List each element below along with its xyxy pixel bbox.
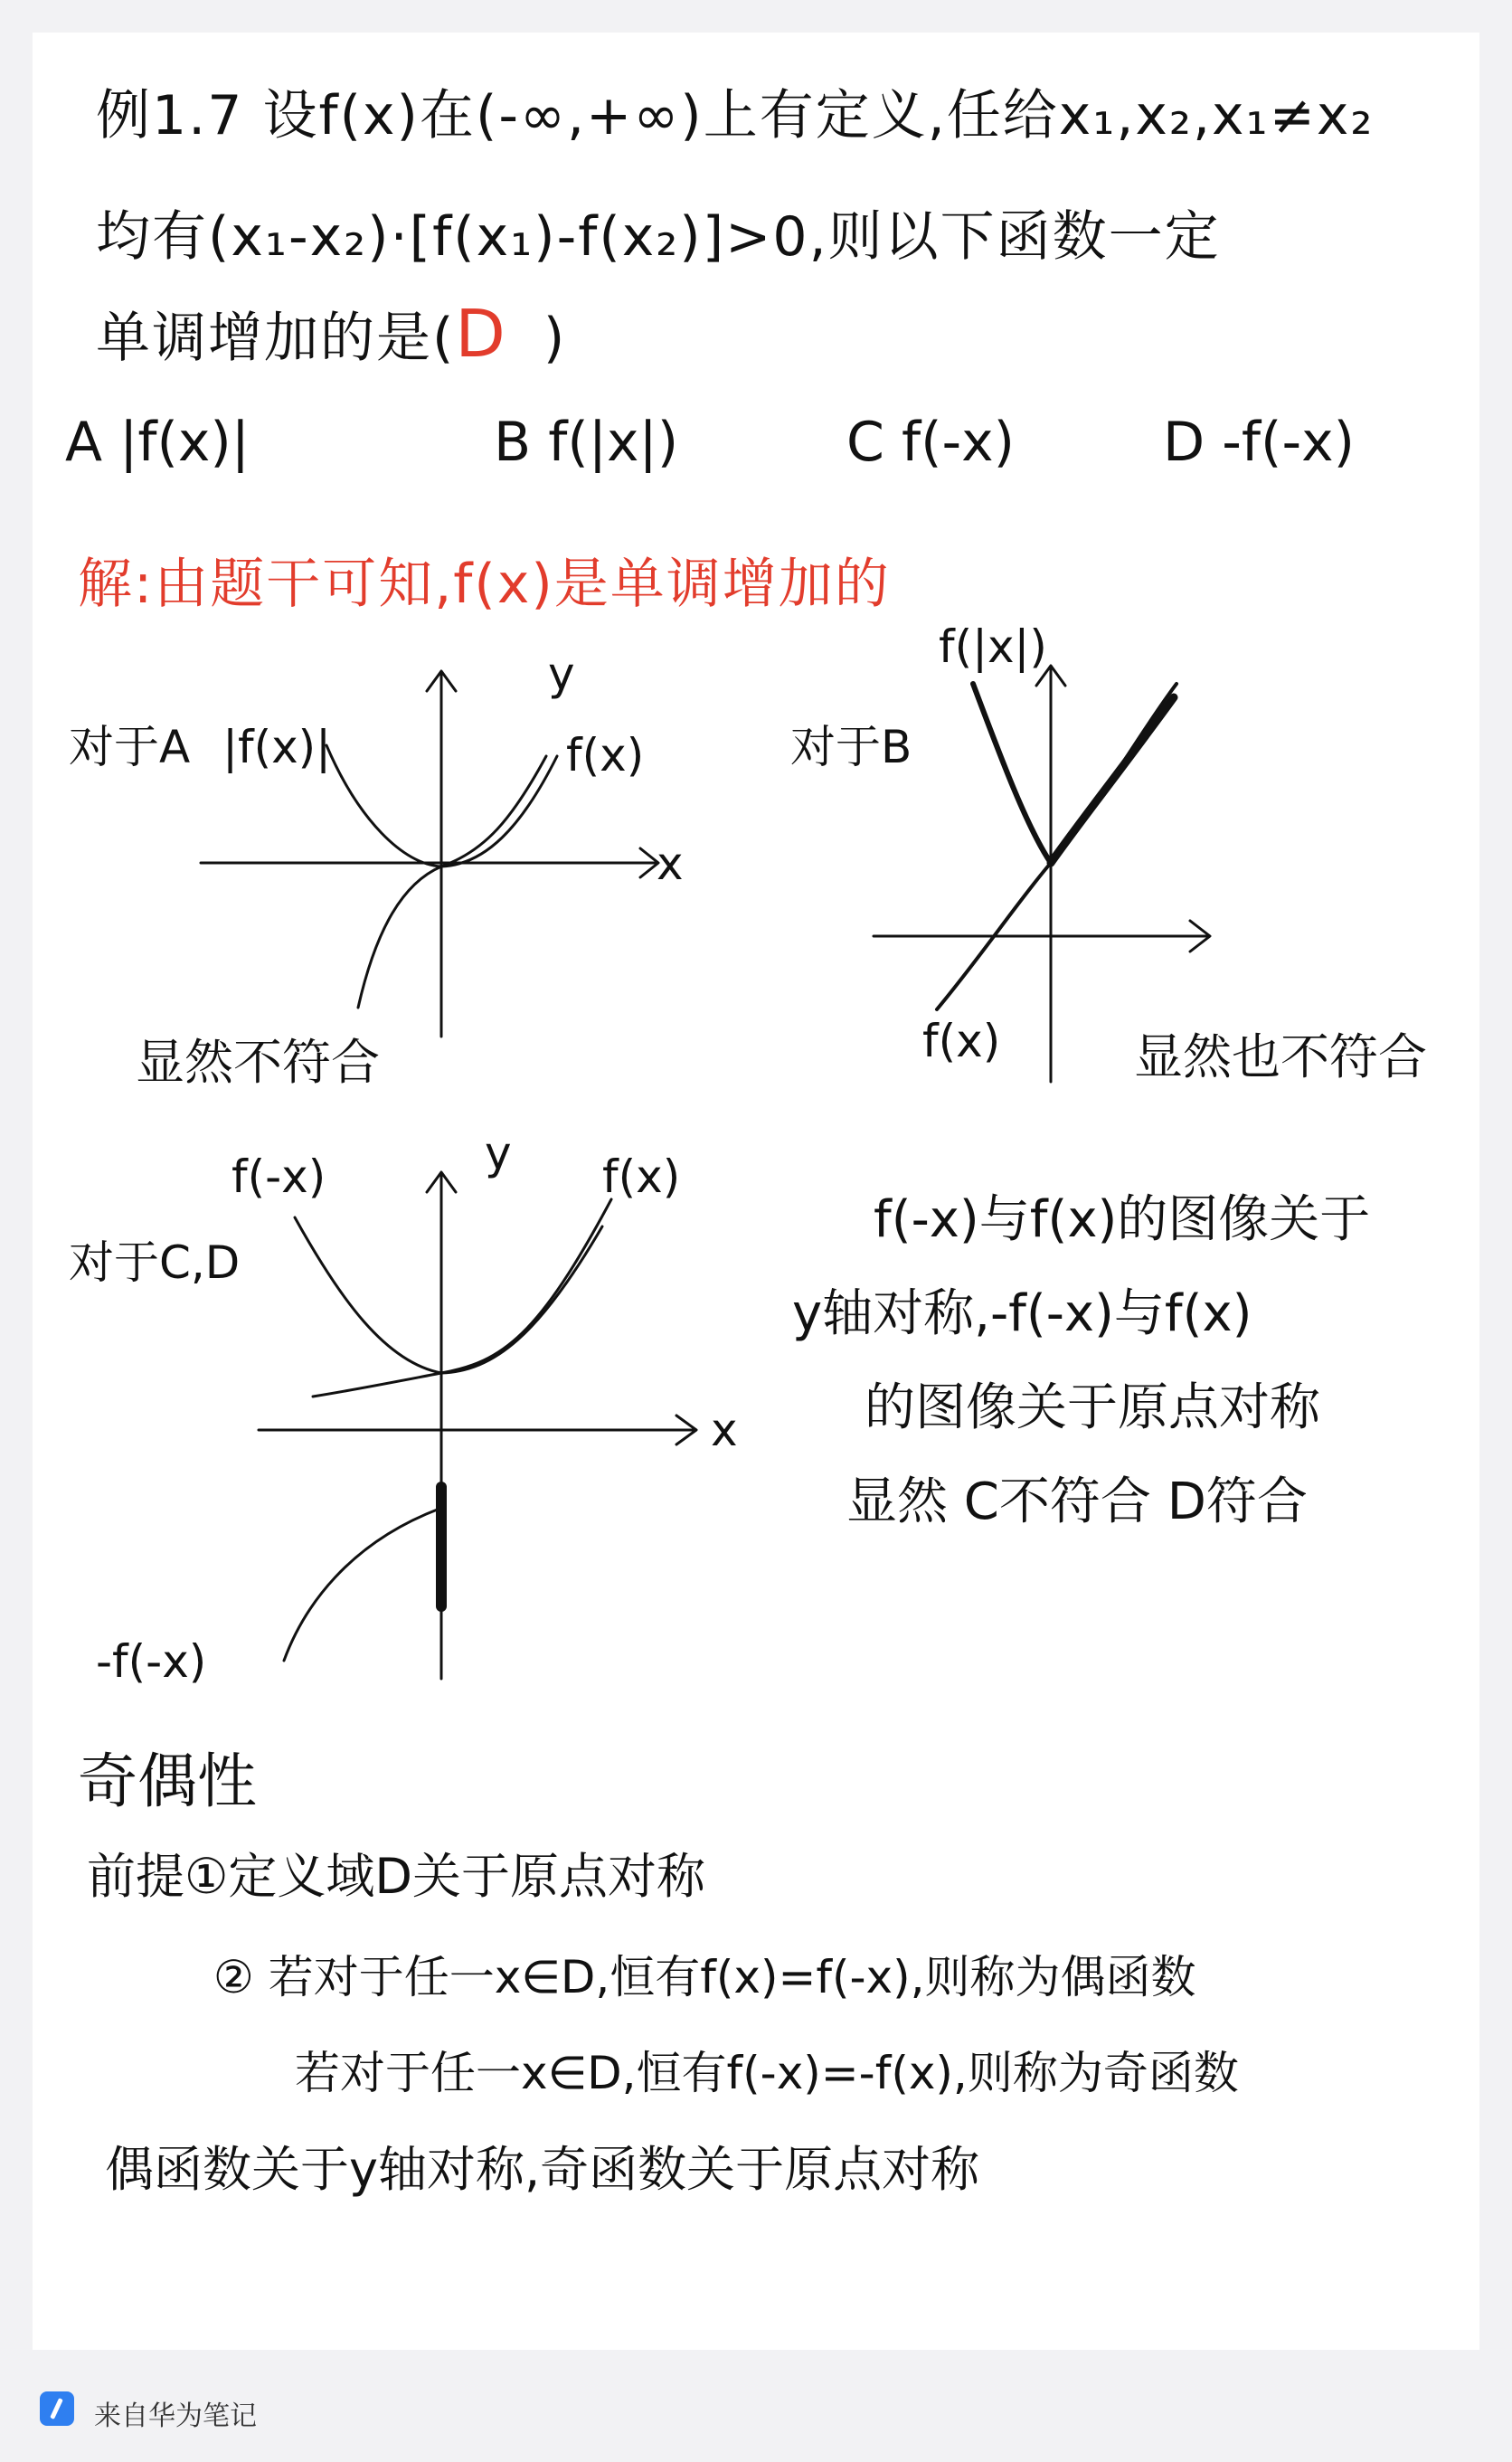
question-stem: 单调增加的是(	[96, 307, 456, 370]
graph-b-verdict: 显然也不符合	[1134, 1028, 1427, 1085]
graph-cd-curve2-label: f(x)	[602, 1151, 681, 1203]
parity-heading: 奇偶性	[78, 1747, 257, 1816]
graph-cd-y-label: y	[485, 1127, 512, 1179]
solution-line: 解:由题干可知,f(x)是单调增加的	[78, 553, 891, 616]
problem-line-1: 例1.7 设f(x)在(-∞,+∞)上有定义,任给x₁,x₂,x₁≠x₂	[96, 84, 1375, 147]
graph-a-verdict: 显然不符合	[136, 1034, 380, 1091]
parity-line-1: 前提①定义域D关于原点对称	[87, 1848, 705, 1905]
explain-line-2: y轴对称,-f(-x)与f(x)	[792, 1284, 1252, 1343]
option-b: B f(|x|)	[494, 411, 679, 474]
note-page	[33, 33, 1479, 2350]
graph-a-curve2-label: f(x)	[566, 729, 645, 781]
footer	[0, 2350, 1512, 2462]
notes-app-icon	[40, 2391, 74, 2426]
graph-a-curve1-label: |f(x)|	[222, 721, 332, 773]
graph-a-label: 对于A	[69, 721, 191, 773]
graph-b-curve2-label: f(x)	[922, 1015, 1001, 1067]
graph-cd-title: 对于C,D	[69, 1236, 241, 1289]
explain-line-4: 显然 C不符合 D符合	[846, 1472, 1308, 1531]
option-d: D -f(-x)	[1163, 411, 1356, 474]
parity-line-4: 偶函数关于y轴对称,奇函数关于原点对称	[105, 2141, 980, 2198]
explain-line-1: f(-x)与f(x)的图像关于	[874, 1190, 1371, 1249]
answer-mark: D	[455, 296, 507, 372]
graph-a-y-label: y	[548, 648, 575, 700]
option-a: A |f(x)|	[65, 411, 250, 474]
graph-cd-x-label: x	[711, 1404, 738, 1456]
question-close: )	[543, 307, 567, 370]
graph-b-title: 对于B	[790, 721, 912, 773]
footer-source-label: 来自华为笔记	[94, 2400, 257, 2432]
parity-line-2: ② 若对于任一x∈D,恒有f(x)=f(-x),则称为偶函数	[213, 1951, 1196, 2003]
graph-b-curve1-label: f(|x|)	[939, 620, 1047, 673]
graph-a-x-label: x	[657, 838, 684, 890]
graph-cd-curve3-label: -f(-x)	[96, 1635, 207, 1688]
explain-line-3: 的图像关于原点对称	[865, 1378, 1320, 1437]
graph-cd-curve1-label: f(-x)	[232, 1151, 326, 1203]
parity-line-3: 若对于任一x∈D,恒有f(-x)=-f(x),则称为奇函数	[295, 2047, 1239, 2099]
option-c: C f(-x)	[846, 411, 1016, 474]
problem-line-2: 均有(x₁-x₂)·[f(x₁)-f(x₂)]>0,则以下函数一定	[96, 205, 1221, 269]
